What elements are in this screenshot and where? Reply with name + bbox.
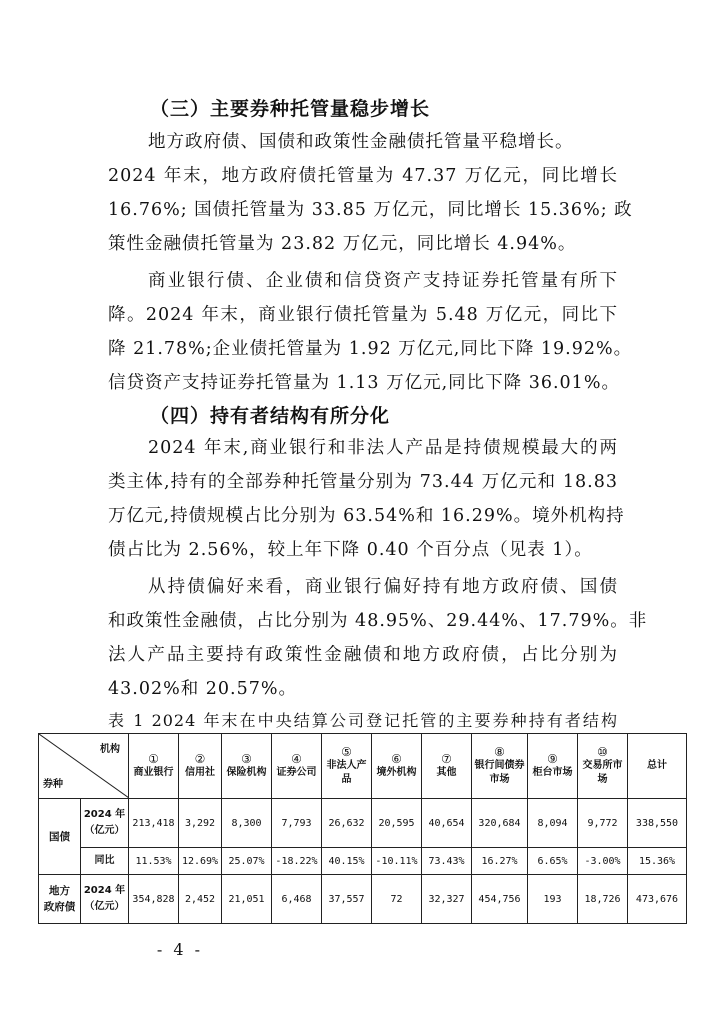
table-row (39, 799, 687, 848)
text-line: 商业银行债、企业债和信贷资产支持证券托管量有所下 (148, 271, 618, 291)
table-cell: 21,051 (222, 875, 272, 924)
text-line: 策性金融债托管量为 23.82 万亿元，同比增长 4.94%。 (108, 234, 577, 254)
paragraph-holder-structure (108, 431, 625, 567)
table-cell: 37,557 (322, 875, 372, 924)
column-header: ⑩ 交易所市场 (578, 734, 628, 799)
table-caption: 表 1 2024 年末在中央结算公司登记托管的主要券种持有者结构 (108, 711, 618, 730)
table-cell: 454,756 (472, 875, 528, 924)
column-header: ⑤ 非法人产品 (322, 734, 372, 799)
table-cell: -3.00% (578, 848, 628, 875)
text-line: 2024 年末,商业银行和非法人产品是持债规模最大的两 (148, 438, 618, 458)
table-cell: -18.22% (272, 848, 322, 875)
table-cell: 40.15% (322, 848, 372, 875)
column-header: ② 信用社 (179, 734, 222, 799)
table-row (39, 875, 687, 924)
table-header-row (39, 734, 687, 799)
table-cell: 2,452 (179, 875, 222, 924)
text-line: 降。2024 年末，商业银行债托管量为 5.48 万亿元，同比下 (108, 305, 618, 325)
column-header: ⑨ 柜台市场 (528, 734, 578, 799)
table-cell: 11.53% (129, 848, 179, 875)
column-header: ⑥ 境外机构 (372, 734, 422, 799)
table-cell: 338,550 (628, 799, 687, 848)
row-category-treasury: 国债 (39, 799, 81, 875)
text-line: 债占比为 2.56%，较上年下降 0.40 个百分点（见表 1）。 (108, 540, 593, 560)
table-cell: -10.11% (372, 848, 422, 875)
table-cell: 73.43% (422, 848, 472, 875)
table-cell: 213,418 (129, 799, 179, 848)
column-header: ⑦ 其他 (422, 734, 472, 799)
table-cell: 25.07% (222, 848, 272, 875)
table-cell: 8,094 (528, 799, 578, 848)
page-number: - 4 - (156, 940, 204, 959)
table-cell: 32,327 (422, 875, 472, 924)
table-cell: 193 (528, 875, 578, 924)
table-cell: 72 (372, 875, 422, 924)
table-cell: 15.36% (628, 848, 687, 875)
table-cell: 9,772 (578, 799, 628, 848)
row-category-local-gov: 地方 政府债 (39, 875, 81, 924)
text-line: 43.02%和 20.57%。 (108, 679, 298, 699)
row-sub-label: 2024 年 （亿元） (81, 799, 129, 848)
column-header-total: 总计 (628, 734, 687, 799)
column-header: ④ 证券公司 (272, 734, 322, 799)
corner-header-cell (39, 734, 129, 799)
column-header: ③ 保险机构 (222, 734, 272, 799)
holder-structure-table (38, 733, 687, 924)
table-cell: 320,684 (472, 799, 528, 848)
text-line: 16.76%; 国债托管量为 33.85 万亿元，同比增长 15.36%; 政 (108, 200, 633, 220)
corner-label-institution: 机构 (100, 744, 120, 755)
table-row (39, 848, 687, 875)
table-cell: 6,468 (272, 875, 322, 924)
table-cell: 26,632 (322, 799, 372, 848)
paragraph-custody-decline (108, 264, 633, 400)
text-line: 降 21.78%;企业债托管量为 1.92 万亿元,同比下降 19.92%。 (108, 339, 633, 359)
row-sub-label: 2024 年 （亿元） (81, 875, 129, 924)
row-sub-label: 同比 (81, 848, 129, 875)
table-cell: 20,595 (372, 799, 422, 848)
paragraph-holding-preference (108, 570, 648, 706)
text-line: 地方政府债、国债和政策性金融债托管量平稳增长。 (148, 132, 574, 152)
text-line: 法人产品主要持有政策性金融债和地方政府债，占比分别为 (108, 645, 618, 665)
table-cell: 6.65% (528, 848, 578, 875)
table-cell: 16.27% (472, 848, 528, 875)
text-line: 从持债偏好来看，商业银行偏好持有地方政府债、国债 (148, 577, 618, 597)
corner-label-bond-type: 券种 (43, 779, 63, 790)
table-cell: 354,828 (129, 875, 179, 924)
text-line: 2024 年末，地方政府债托管量为 47.37 万亿元，同比增长 (108, 166, 618, 186)
column-header: ⑧ 银行间债券市场 (472, 734, 528, 799)
table-cell: 12.69% (179, 848, 222, 875)
table-cell: 7,793 (272, 799, 322, 848)
table-cell: 3,292 (179, 799, 222, 848)
table-cell: 40,654 (422, 799, 472, 848)
section-heading-4: （四）持有者结构有所分化 (150, 405, 391, 427)
text-line: 信贷资产支持证券托管量为 1.13 万亿元,同比下降 36.01%。 (108, 373, 620, 393)
text-line: 和政策性金融债，占比分别为 48.95%、29.44%、17.79%。非 (108, 611, 648, 631)
table-cell: 473,676 (628, 875, 687, 924)
table-cell: 18,726 (578, 875, 628, 924)
column-header: ① 商业银行 (129, 734, 179, 799)
text-line: 万亿元,持债规模占比分别为 63.54%和 16.29%。境外机构持 (108, 506, 625, 526)
text-line: 类主体,持有的全部券种托管量分别为 73.44 万亿元和 18.83 (108, 472, 618, 492)
section-heading-3: （三）主要券种托管量稳步增长 (150, 98, 431, 120)
paragraph-custody-growth (108, 125, 633, 261)
table-cell: 8,300 (222, 799, 272, 848)
